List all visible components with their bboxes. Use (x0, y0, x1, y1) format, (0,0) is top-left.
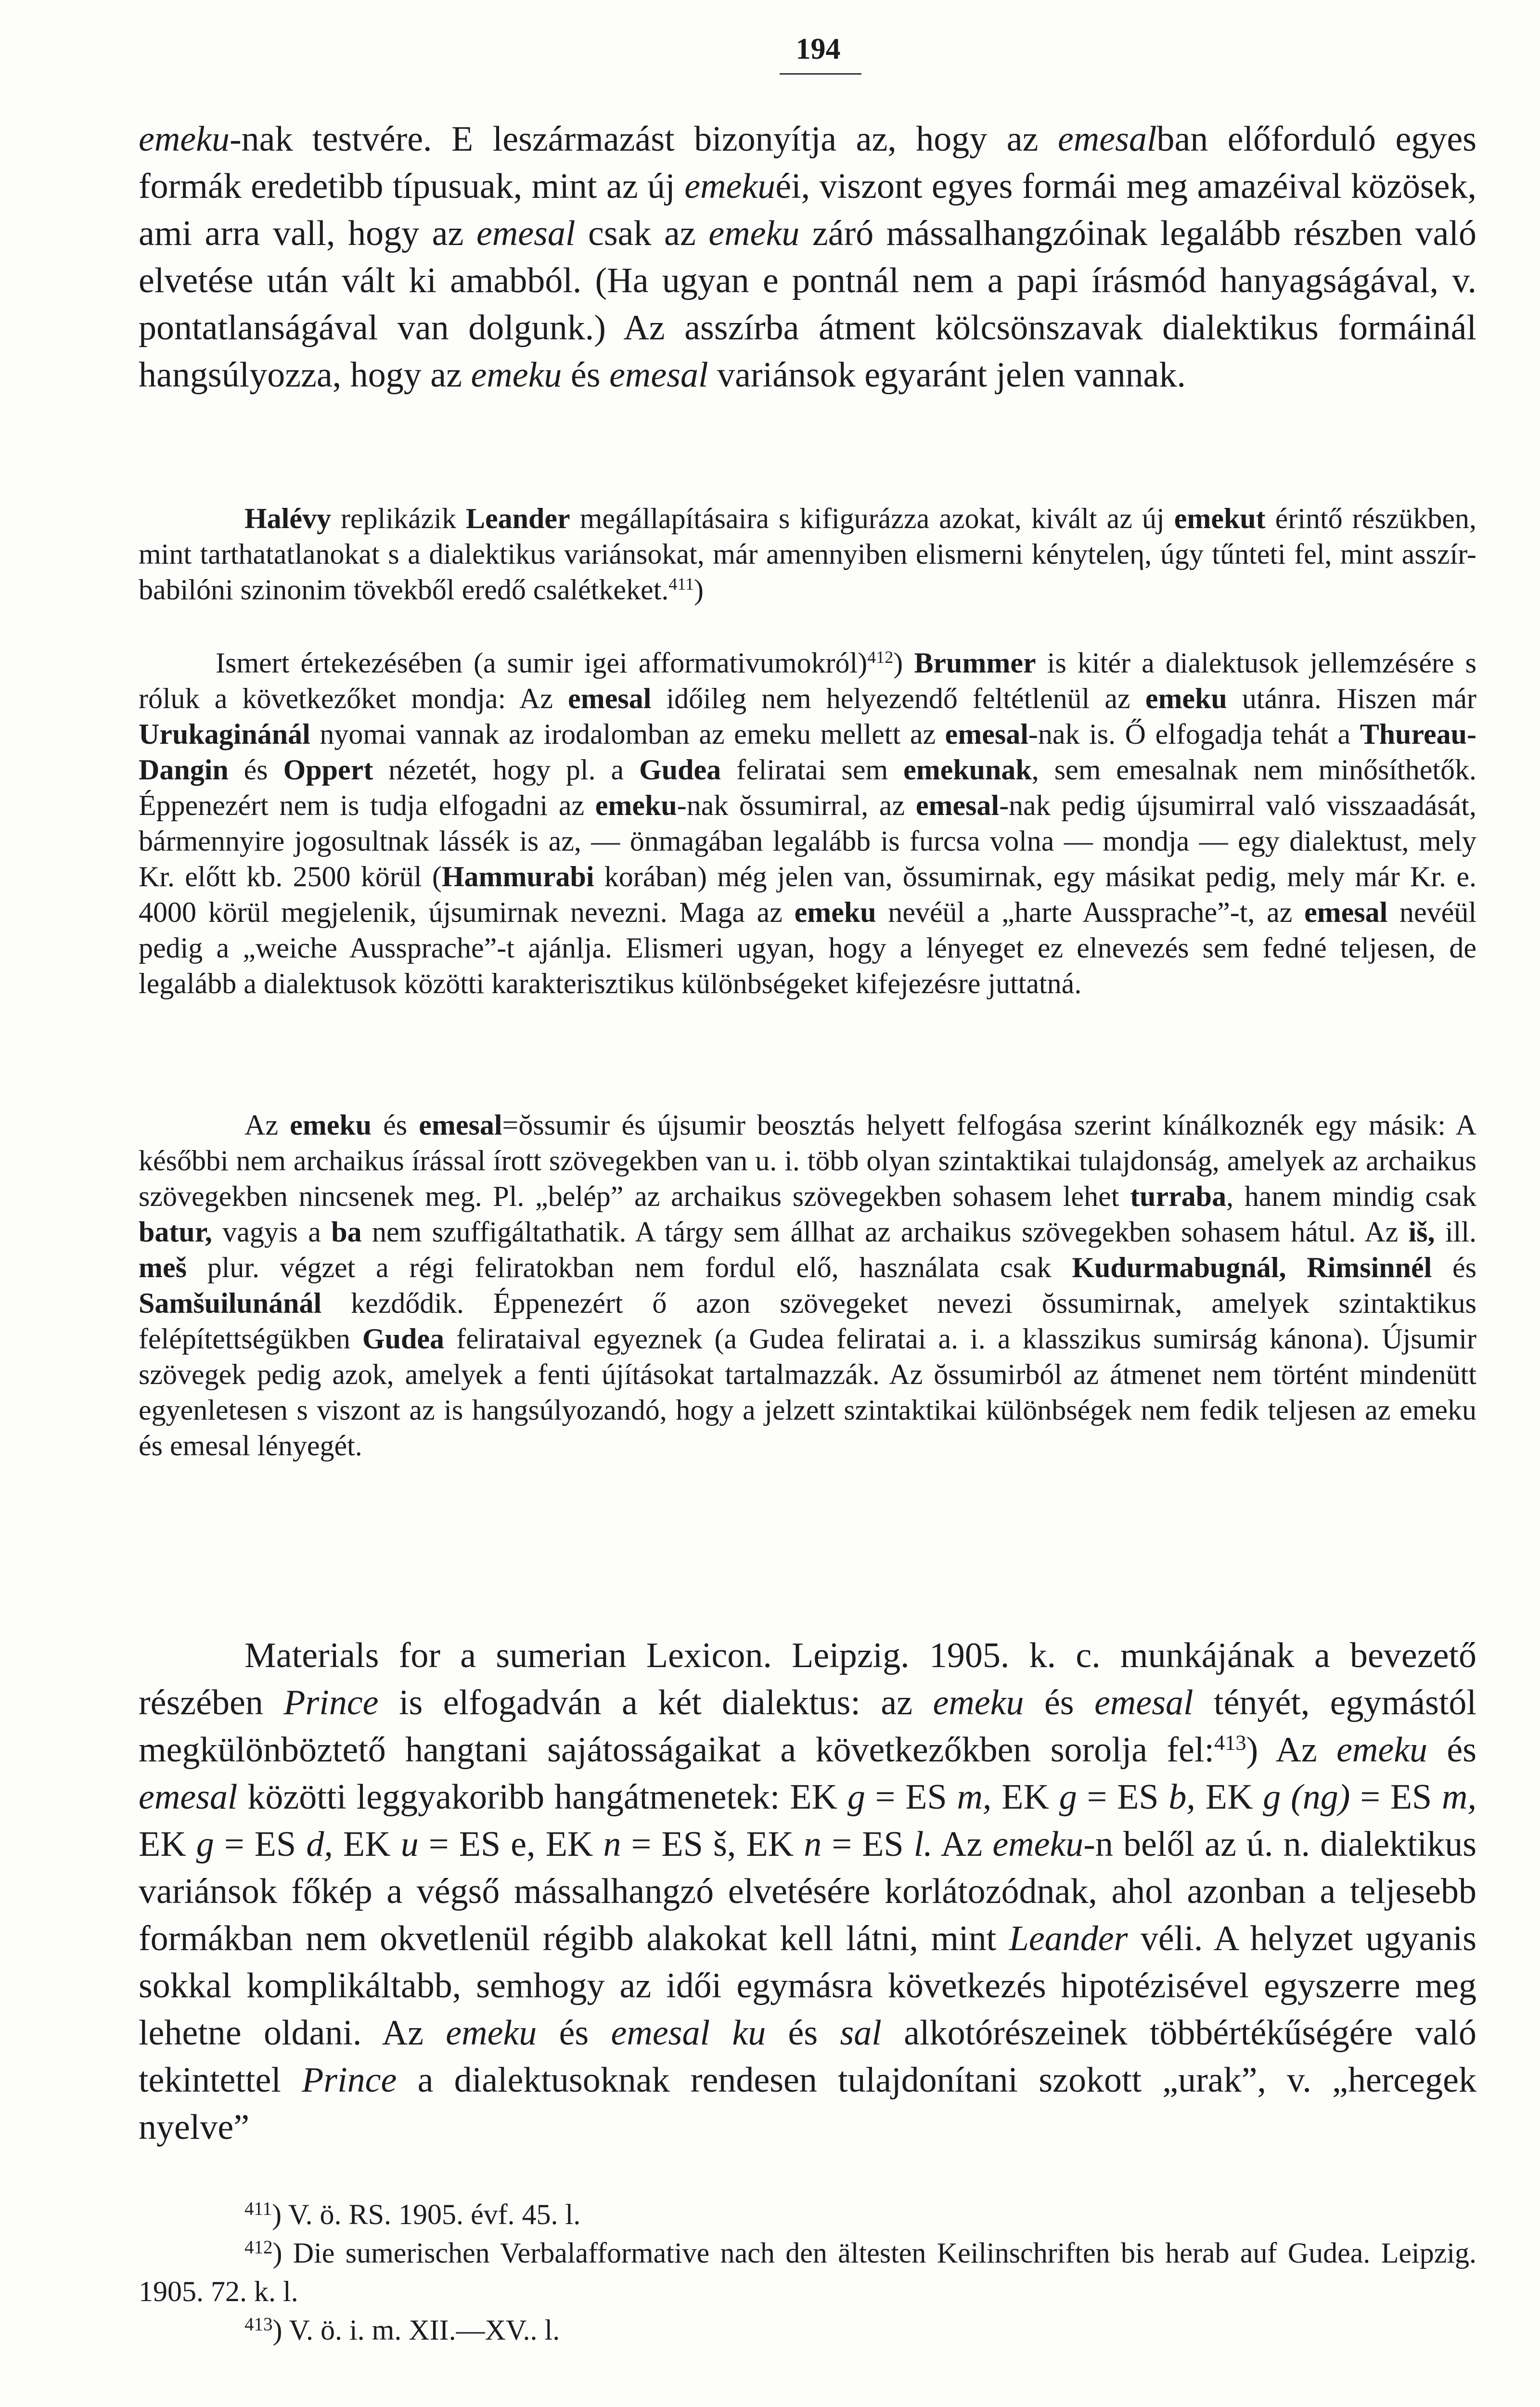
text-run: és (1432, 1252, 1476, 1283)
text-run: emesal (1057, 119, 1157, 159)
text-run: Leander (466, 503, 570, 534)
paragraph-prince-lexicon (139, 1632, 1476, 2151)
text-run: g (847, 1777, 865, 1817)
text-run: emeku (471, 355, 562, 395)
text-run: ) (694, 574, 704, 606)
text-run: turraba (1130, 1180, 1227, 1212)
text-run: = ES (821, 1825, 914, 1864)
text-run: Leander (1009, 1919, 1128, 1958)
text-run: emeku (992, 1825, 1084, 1864)
footnote-text: ) V. ö. i. m. XII.—XV.. l. (272, 2314, 560, 2346)
text-run: emekut (1174, 503, 1266, 534)
text-run: nevéül pedig a „weiche Aussprache”-t ajánlja. Elismeri ugyan, hogy a lényeget ez elnevezés sem fedné teljesen, de legalább a dialektusok közötti karakterisztikus különbségeket kifejezésre juttatná. (139, 896, 1476, 999)
text-run: g (ng) (1263, 1777, 1350, 1817)
text-run: és (766, 2013, 840, 2053)
text-run: emeku (290, 1109, 372, 1141)
text-run: Urukaginánál (139, 718, 310, 750)
text-run: Halévy (244, 503, 331, 534)
text-run: l. (913, 1825, 933, 1864)
text-run: iš, (1408, 1216, 1435, 1248)
text-run: n (804, 1825, 822, 1864)
text-run: -nak is. Ő elfogadja tehát a (1028, 718, 1360, 750)
text-run: d, (306, 1825, 333, 1864)
text-run: emesal (1094, 1683, 1194, 1722)
text-run: sal (840, 2013, 882, 2053)
text-run: Kudurmabugnál, Rimsinnél (1072, 1252, 1432, 1283)
text-run: plur. végzet a régi feliratokban nem fordul elő, használata csak (186, 1252, 1072, 1283)
text-run: emeku (446, 2013, 537, 2053)
text-run: kezdődik. Éppenezért ő azon szövegeket nevezi ŏssumirnak, amelyek szintaktikus felépítettségükben (139, 1287, 1476, 1355)
text-run: =ŏssumir és újsumir beosztás helyett felfogása szerint kínálkoznék egy másik: A későbbi nem archaikus írással írott szövegekben van u. i. több olyan szintaktikai tulajdonság, amelyek az archaikus szövegekben nincsenek meg. Pl. „belép” az archaikus szövegekben sohasem lehet (139, 1109, 1477, 1212)
footnotes (139, 2195, 1476, 2349)
text-run: = ES (865, 1777, 957, 1817)
text-run: variánsok egyaránt jelen vannak. (708, 355, 1186, 395)
text-run: u (400, 1825, 419, 1864)
text-run: emesal ku (611, 2013, 766, 2053)
text-run: tényét, egymástól megkülönböztető hangtani sajátosságaikat a következőkben sorolja fel: (139, 1683, 1476, 1770)
text-run: b, (1168, 1777, 1195, 1817)
text-run: -nak testvére. E leszármazást bizonyítja az, hogy az (229, 119, 1058, 159)
text-run: g (1059, 1777, 1077, 1817)
paragraph-halevy (139, 501, 1476, 608)
text-run: és (372, 1109, 419, 1141)
text-run: batur, (139, 1216, 212, 1248)
text-run: a dialektusoknak rendesen tulajdonítani szokott „urak”, v. „hercegek nyelve” (139, 2060, 1476, 2147)
text-run: emeku (595, 789, 677, 821)
text-run: Hammurabi (441, 861, 594, 893)
text-run: és (1024, 1683, 1095, 1722)
text-run: emesal (1304, 896, 1388, 928)
text-run: emesal (476, 214, 576, 253)
text-run: közötti leggyakoribb hangátmenetek: EK (237, 1777, 847, 1817)
text-run: Materials for a sumerian Lexicon. Leipzig. 1905. k. c. munkájának a bevezető részében (139, 1636, 1476, 1722)
footnote-number: 411 (244, 2198, 272, 2219)
text-run: emekunak (903, 754, 1032, 786)
text-run: Brummer (914, 647, 1036, 679)
text-run: Samšuilunánál (139, 1287, 322, 1319)
text-run: nem szuffigáltathatik. A tárgy sem állhat az archaikus szövegekben sohasem hátul. Az (361, 1216, 1409, 1248)
text-run: m, (1442, 1777, 1476, 1817)
text-run: ban előforduló egyes formák eredetibb típusuak, mint az új (139, 119, 1476, 206)
text-run: emeku (708, 214, 800, 253)
text-run: nevéül a „harte Aussprache”-t, az (876, 896, 1305, 928)
text-run: alkotórészeinek többértékűségére való tekintettel (139, 2013, 1476, 2100)
text-run: Oppert (283, 754, 373, 786)
text-run: és (562, 355, 610, 395)
text-run: Thureau-Dangin (139, 718, 1476, 786)
text-run: emesal (609, 355, 708, 395)
footnote-text: ) Die sumerischen Verbalafformative nach den ältesten Keilinschriften bis herab auf Gudea. Leipzig. 1905. 72. k. l. (139, 2237, 1476, 2307)
footnote-413 (139, 2311, 1476, 2349)
text-run: nézetét, hogy pl. a (373, 754, 640, 786)
text-run: ill. (1435, 1216, 1477, 1248)
text-run: , sem emesalnak nem minősíthetők. Éppenezért nem is tudja elfogadni az (139, 754, 1477, 821)
text-run: emesal (568, 683, 652, 714)
text-run: emeku (684, 167, 776, 206)
text-run: = ES (214, 1825, 307, 1864)
text-run: ba (331, 1216, 362, 1248)
text-run: ) Az (1246, 1730, 1337, 1770)
paragraph-syntactic-division (139, 1107, 1476, 1463)
text-run: emeku (1145, 683, 1227, 714)
text-run: emesal (915, 789, 1000, 821)
text-run: Gudea (362, 1323, 444, 1355)
text-run: időileg nem helyezendő feltétlenül az (651, 683, 1145, 714)
text-run: Az (244, 1109, 290, 1141)
text-run: -nak ŏssumirral, az (677, 789, 916, 821)
text-run: EK (139, 1825, 196, 1864)
text-run: záró mássalhangzóinak legalább részben való elvetése után vált ki amabból. (Ha ugyan e pontnál nem a papi írásmód hanyagságával, v. pontatlanságával van dolgunk.) Az asszírba átment kölcsönszavak dialektikus formáinál hangsúlyozza, hogy az (139, 214, 1477, 395)
footnote-number: 412 (244, 2237, 273, 2258)
text-run: = ES š, EK (621, 1825, 804, 1864)
text-run: is elfogadván a két dialektus: az (378, 1683, 933, 1722)
text-run: és (228, 754, 283, 786)
text-run: -n belől az ú. n. dialektikus variánsok főkép a végső mássalhangzó elvetésére korlátozódnak, ahol azonban a teljesebb formákban nem okvetlenül régibb alakokat kell látni, mint (139, 1825, 1477, 1958)
text-run: utánra. Hiszen már (1227, 683, 1477, 714)
text-run: Prince (283, 1683, 379, 1722)
text-run: emeku (1336, 1730, 1428, 1770)
text-run: emeku (794, 896, 876, 928)
footnote-412 (139, 2234, 1476, 2311)
text-run: = ES e, EK (418, 1825, 603, 1864)
text-run: emeku (139, 119, 230, 159)
text-run: Gudea (639, 754, 721, 786)
text-run: emesal (139, 1777, 238, 1817)
text-run: éi, viszont egyes formái meg amazéival közösek, ami arra vall, hogy az (139, 167, 1476, 253)
text-run: EK (991, 1777, 1059, 1817)
paragraph-emeku-emesal-origin (139, 116, 1476, 399)
text-run: g (196, 1825, 214, 1864)
footnote-411 (139, 2195, 1476, 2234)
text-run: is kitér a dialektusok jellemzésére s róluk a következőket mondja: Az (139, 647, 1476, 714)
text-run: korában) még jelen van, ŏssumirnak, egy másikat pedig, mely már Kr. e. 4000 körül megjelenik, újsumirnak nevezni. Maga az (139, 861, 1476, 928)
text-run: megállapításaira s kifigurázza azokat, kivált az új (570, 503, 1174, 534)
paragraph-brummer (139, 645, 1476, 1001)
page-number-rule (780, 73, 861, 75)
text-run: ) (893, 647, 914, 679)
text-run: emesal (419, 1109, 502, 1141)
footnote-ref: 411 (668, 574, 694, 594)
text-run: feliratai sem (721, 754, 904, 786)
text-run: EK (1195, 1777, 1263, 1817)
footnote-ref: 413 (1214, 1730, 1246, 1755)
text-run: emesal (945, 718, 1028, 750)
text-run: , hanem mindig csak (1226, 1180, 1477, 1212)
footnote-text: ) V. ö. RS. 1905. évf. 45. l. (272, 2199, 581, 2230)
text-run: Prince (302, 2060, 397, 2100)
text-run: érintő részükben, mint tarthatatlanokat s a dialektikus variánsokat, már amennyiben elismerni kényteleη, úgy tűnteti fel, mint asszír-babilóni szinonim tövekből eredő csalétkeket. (139, 503, 1476, 606)
text-run: n (603, 1825, 621, 1864)
text-run: Az (932, 1825, 993, 1864)
text-run: és (537, 2013, 611, 2053)
text-run: vagyis a (212, 1216, 332, 1248)
text-run: csak az (575, 214, 709, 253)
footnote-ref: 412 (867, 647, 894, 667)
text-run: nyomai vannak az irodalomban az emeku mellett az (310, 718, 945, 750)
text-run: = ES (1350, 1777, 1442, 1817)
text-run: és (1427, 1730, 1476, 1770)
text-run: -nak pedig újsumirral való visszaadását, bármennyire jogosultnak lássék is az, — önmagában legalább is furcsa volna — mondja — egy dialektust, mely Kr. előtt kb. 2500 körül ( (139, 789, 1476, 893)
text-run: = ES (1077, 1777, 1169, 1817)
text-run: véli. A helyzet ugyanis sokkal komplikáltabb, semhogy az idői egymásra következés hipotézisével egyszerre meg lehetne oldani. Az (139, 1919, 1476, 2053)
text-run: meš (139, 1252, 187, 1283)
text-run: Ismert értekezésében (a sumir igei afformativumokról) (216, 647, 868, 679)
text-run: felirataival egyeznek (a Gudea feliratai a. i. a klasszikus sumirság kánona). Újsumir szövegek pedig azok, amelyek a fenti újításokat tartalmazzák. Az ŏssumirból az átmenet nem történt mindenütt egyenletesen s viszont az is hangsúlyozandó, hogy a jelzett szintaktikai különbségek nem fedik teljesen az emeku és emesal lényegét. (139, 1323, 1476, 1462)
text-run: replikázik (331, 503, 466, 534)
text-run: m, (957, 1777, 992, 1817)
footnote-number: 413 (244, 2314, 273, 2335)
text-run: EK (333, 1825, 401, 1864)
text-run: emeku (933, 1683, 1024, 1722)
page-number: 194 (796, 33, 841, 65)
